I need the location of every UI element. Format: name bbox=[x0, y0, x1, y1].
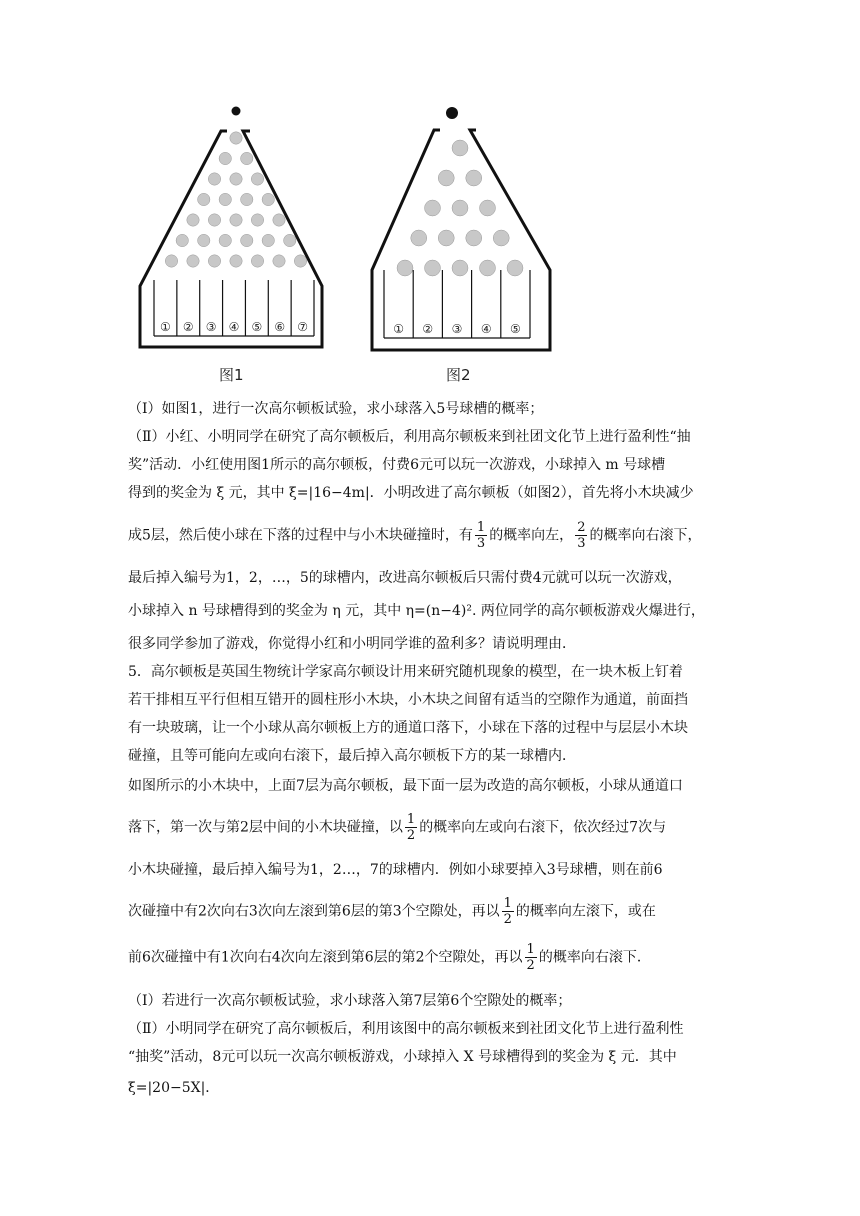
p5-desc-line3: 小木块碰撞，最后掉入编号为1，2…，7的球槽内．例如小球要掉入3号球槽，则在前6 bbox=[128, 862, 663, 878]
peg bbox=[230, 255, 242, 267]
peg bbox=[230, 214, 242, 226]
text-segment: 的概率向左， bbox=[489, 527, 574, 544]
p5-desc-line2 bbox=[128, 812, 666, 843]
p5-desc-line5 bbox=[128, 942, 651, 973]
p4-part2-line2: 奖”活动．小红使用图1所示的高尔顿板，付费6元可以玩一次游戏，小球掉入 m 号球槽 bbox=[128, 457, 666, 473]
text-segment: 的概率向右滚下， bbox=[589, 527, 702, 544]
slot-label: ④ bbox=[480, 322, 492, 336]
galton-board-figure-1 bbox=[130, 100, 330, 360]
slot-label: ① bbox=[393, 322, 404, 336]
peg bbox=[438, 170, 454, 186]
text-segment: 成5层，然后使小球在下落的过程中与小木块碰撞时，有 bbox=[128, 527, 473, 544]
peg bbox=[219, 234, 231, 246]
peg bbox=[241, 193, 253, 205]
p4-part2-line3: 得到的奖金为 ξ 元，其中 ξ=|16−4m|．小明改进了高尔顿板（如图2），首先将小木块减少 bbox=[128, 485, 694, 501]
peg bbox=[262, 193, 274, 205]
text-segment: 的概率向左滚下，或在 bbox=[515, 903, 656, 920]
slot-label: ⑤ bbox=[510, 322, 521, 336]
fraction-one-half bbox=[405, 812, 417, 843]
fraction-two-thirds bbox=[575, 520, 587, 551]
peg bbox=[425, 200, 441, 216]
denominator: 3 bbox=[577, 536, 586, 551]
slot-dividers bbox=[154, 280, 314, 336]
denominator: 3 bbox=[476, 536, 486, 551]
figure-1-caption: 图1 bbox=[219, 366, 244, 384]
fraction-one-half bbox=[525, 942, 537, 973]
peg bbox=[230, 132, 242, 144]
denominator: 2 bbox=[526, 958, 535, 973]
numerator: 2 bbox=[577, 520, 586, 535]
peg bbox=[241, 234, 253, 246]
p4-part2-line1: （Ⅱ）小红、小明同学在研究了高尔顿板后，利用高尔顿板来到社团文化节上进行盈利性“抽 bbox=[128, 429, 691, 445]
text-segment: 落下，第一次与第2层中间的小木块碰撞，以 bbox=[128, 819, 403, 836]
p4-part2-line7: 很多同学参加了游戏，你觉得小红和小明同学谁的盈利多？请说明理由． bbox=[128, 636, 576, 652]
peg bbox=[452, 200, 468, 216]
peg bbox=[507, 260, 523, 276]
board-wall bbox=[372, 130, 550, 350]
peg bbox=[251, 255, 263, 267]
numerator: 1 bbox=[503, 896, 512, 911]
peg bbox=[187, 214, 199, 226]
peg bbox=[411, 230, 427, 246]
slot-label: ② bbox=[182, 320, 194, 334]
peg-group bbox=[397, 140, 523, 276]
ball-icon bbox=[446, 107, 458, 119]
p5-part2-line1: （Ⅱ）小明同学在研究了高尔顿板后，利用该图中的高尔顿板来到社团文化节上进行盈利性 bbox=[128, 1021, 684, 1037]
p5-desc-line4 bbox=[128, 896, 656, 927]
peg bbox=[241, 152, 253, 164]
peg bbox=[176, 234, 188, 246]
peg bbox=[273, 214, 285, 226]
slot-label: ④ bbox=[228, 320, 240, 334]
peg bbox=[438, 230, 454, 246]
slot-label: ③ bbox=[205, 320, 217, 334]
slot-label: ⑤ bbox=[251, 320, 263, 334]
slot-label: ⑥ bbox=[274, 320, 286, 334]
p4-part1: （Ⅰ）如图1，进行一次高尔顿板试验，求小球落入5号球槽的概率； bbox=[128, 401, 544, 417]
p5-intro-line3: 有一块玻璃，让一个小球从高尔顿板上方的通道口落下，小球在下落的过程中与层层小木块 bbox=[128, 720, 688, 736]
slot-label: ③ bbox=[451, 322, 463, 336]
text-segment: 的概率向右滚下． bbox=[538, 949, 651, 966]
p5-part2-line3: ξ=|20−5X|． bbox=[128, 1080, 220, 1096]
p4-part2-line5: 最后掉入编号为1，2，…，5的球槽内，改进高尔顿板后只需付费4元就可以玩一次游戏， bbox=[128, 570, 682, 586]
peg bbox=[425, 260, 441, 276]
peg bbox=[397, 260, 413, 276]
denominator: 2 bbox=[406, 828, 416, 843]
fraction-one-third bbox=[475, 520, 487, 551]
slot-label: ② bbox=[422, 322, 434, 336]
p5-desc-line1: 如图所示的小木块中，上面7层为高尔顿板，最下面一层为改造的高尔顿板，小球从通道口 bbox=[128, 778, 683, 794]
peg bbox=[294, 255, 306, 267]
peg bbox=[480, 200, 496, 216]
p5-intro-line2: 若干排相互平行但相互错开的圆柱形小木块，小木块之间留有适当的空隙作为通道，前面挡 bbox=[128, 692, 688, 708]
slot-label: ① bbox=[160, 320, 171, 334]
figure-2-caption: 图2 bbox=[446, 366, 471, 384]
peg bbox=[165, 255, 177, 267]
peg bbox=[219, 152, 231, 164]
galton-board-figure-2 bbox=[362, 100, 562, 360]
peg bbox=[219, 193, 231, 205]
peg bbox=[251, 173, 263, 185]
text-segment: 的概率向左或向右滚下，依次经过7次与 bbox=[419, 819, 667, 836]
peg bbox=[493, 230, 509, 246]
peg bbox=[284, 234, 296, 246]
p5-intro-line4: 碰撞，且等可能向左或向右滚下，最后掉入高尔顿板下方的某一球槽内． bbox=[128, 748, 576, 764]
numerator: 1 bbox=[526, 942, 535, 957]
numerator: 1 bbox=[406, 812, 416, 827]
peg bbox=[466, 230, 482, 246]
peg bbox=[208, 173, 220, 185]
peg bbox=[208, 255, 220, 267]
p5-part1: （Ⅰ）若进行一次高尔顿板试验，求小球落入第7层第6个空隙处的概率； bbox=[128, 993, 572, 1009]
peg bbox=[262, 234, 274, 246]
numerator: 1 bbox=[476, 520, 486, 535]
text-segment: 前6次碰撞中有1次向右4次向左滚到第6层的第2个空隙处，再以 bbox=[128, 949, 523, 966]
peg bbox=[452, 140, 468, 156]
peg bbox=[466, 170, 482, 186]
peg bbox=[230, 173, 242, 185]
text-segment: 次碰撞中有2次向右3次向左滚到第6层的第3个空隙处，再以 bbox=[128, 903, 500, 920]
fraction-one-half bbox=[502, 896, 514, 927]
p4-part2-line6: 小球掉入 n 号球槽得到的奖金为 η 元，其中 η=(n−4)². 两位同学的高尔顿板游戏火爆进行， bbox=[128, 603, 705, 619]
p5-part2-line2: “抽奖”活动，8元可以玩一次高尔顿板游戏，小球掉入 X 号球槽得到的奖金为 ξ 元．其中 bbox=[128, 1049, 677, 1065]
peg bbox=[208, 214, 220, 226]
p4-part2-line4 bbox=[128, 520, 701, 551]
slot-dividers bbox=[384, 270, 530, 338]
p5-intro-line1: 5．高尔顿板是英国生物统计学家高尔顿设计用来研究随机现象的模型，在一块木板上钉着 bbox=[128, 664, 683, 680]
peg bbox=[273, 255, 285, 267]
peg bbox=[480, 260, 496, 276]
slot-label: ⑦ bbox=[297, 320, 308, 334]
ball-icon bbox=[232, 107, 241, 116]
denominator: 2 bbox=[503, 912, 512, 927]
peg bbox=[187, 255, 199, 267]
peg bbox=[198, 234, 210, 246]
peg bbox=[198, 193, 210, 205]
peg bbox=[452, 260, 468, 276]
peg bbox=[251, 214, 263, 226]
